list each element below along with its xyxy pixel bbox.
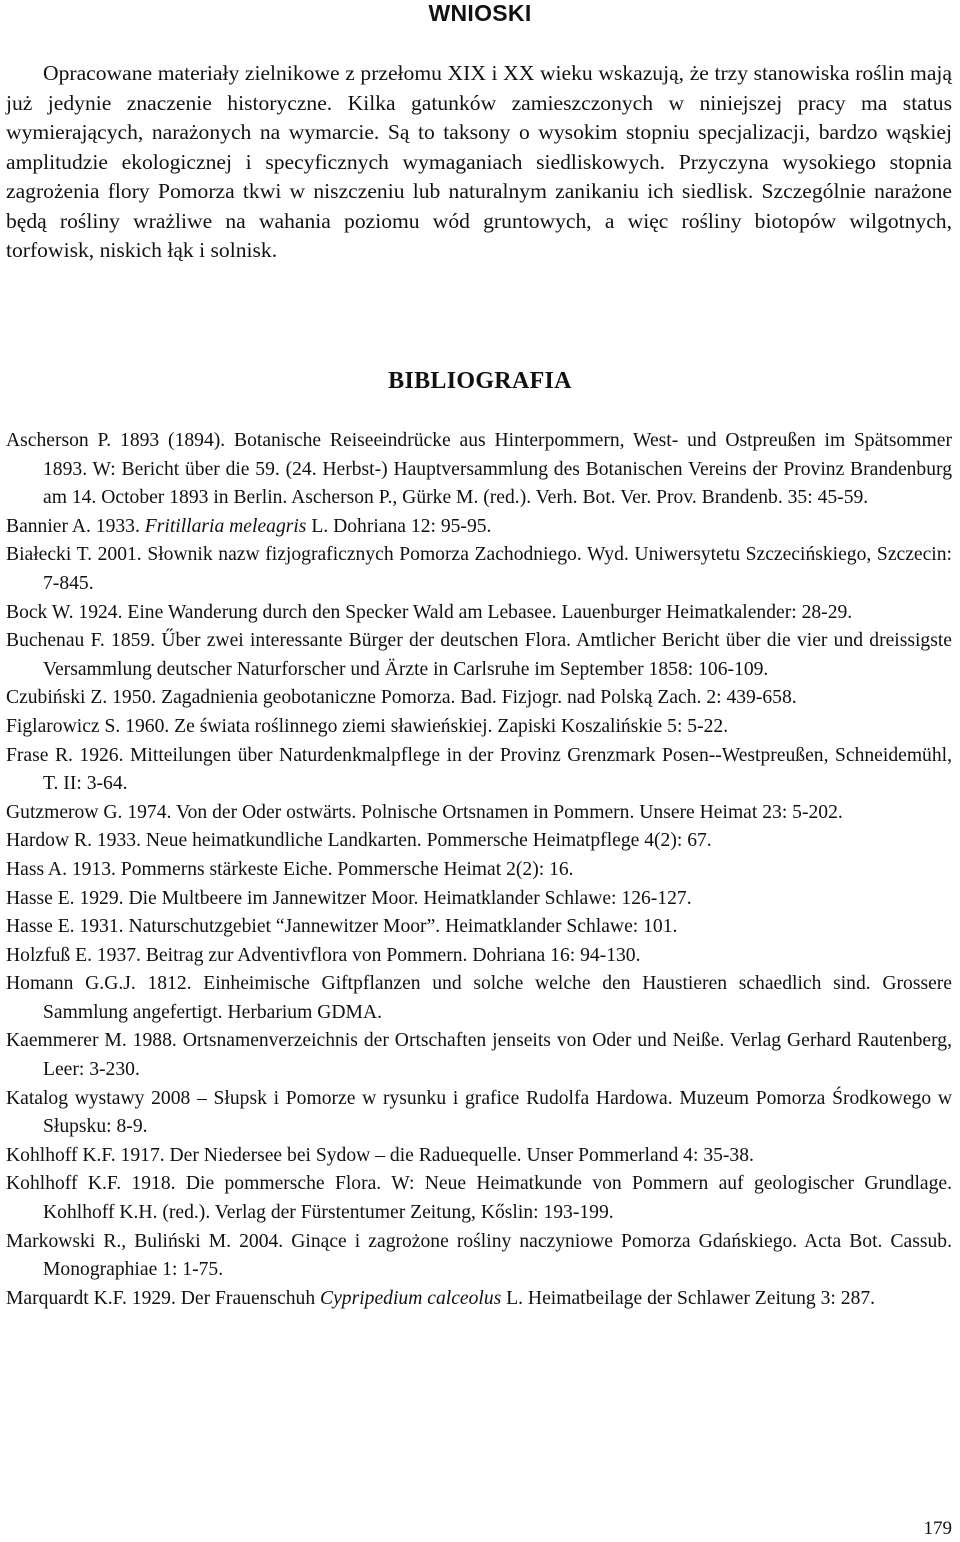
entry-text: Marquardt K.F. 1929. Der Frauenschuh [6, 1287, 321, 1309]
bibliography-entry-14 [6, 942, 952, 971]
bibliography-entry-15 [6, 970, 952, 1027]
section-heading-bibliography: BIBLIOGRAFIA [388, 368, 572, 394]
bibliography-entry-7 [6, 713, 952, 742]
bibliography-entry-17 [6, 1085, 952, 1142]
entry-text: Ascherson P. 1893 (1894). Botanische Reiseeindrücke aus Hinterpommern, West- und Ostpreußen im Spätsommer 1893. W: Bericht über die 59. (24. Herbst-) Hauptversammlung des Botanischen Vereins der Provinz Brandenburg am 14. October 1893 in Berlin. Ascherson P., Gürke M. (red.). Verh. Bot. Ver. Prov. Brandenb. 35: 45-59. [6, 430, 952, 509]
bibliography-entry-6 [6, 684, 952, 713]
entry-text: Figlarowicz S. 1960. Ze świata roślinnego ziemi sławieńskiej. Zapiski Koszalińskie 5: 5-22. [6, 715, 729, 737]
entry-text: Czubiński Z. 1950. Zagadnienia geobotaniczne Pomorza. Bad. Fizjogr. nad Polską Zach. 2: 439-658. [6, 687, 797, 709]
entry-text: Katalog wystawy 2008 – Słupsk i Pomorze w rysunku i grafice Rudolfa Hardowa. Muzeum Pomorza Środkowego w Słupsku: 8-9. [6, 1087, 952, 1138]
species-name: Cypripedium calceolus [320, 1287, 502, 1309]
bibliography-entry-1 [6, 427, 952, 513]
species-name: Fritillaria meleagris [144, 515, 307, 537]
entry-text: Bannier A. 1933. [6, 515, 145, 537]
entry-text: Hass A. 1913. Pommerns stärkeste Eiche. Pommersche Heimat 2(2): 16. [6, 858, 574, 880]
bibliography-entry-8 [6, 742, 952, 799]
entry-text: Homann G.G.J. 1812. Einheimische Giftpflanzen und solche welche den Haustieren schaedlich sind. Grossere Sammlung angefertigt. Herbarium GDMA. [6, 973, 952, 1023]
bibliography-entry-5 [6, 627, 952, 684]
entry-text-after: L. Heimatbeilage der Schlawer Zeitung 3: 287. [501, 1287, 876, 1309]
bibliography-entry-16 [6, 1027, 952, 1084]
bibliography-entry-11 [6, 856, 952, 885]
entry-text-after: L. Dohriana 12: 95-95. [306, 515, 492, 537]
entry-text: Białecki T. 2001. Słownik nazw fizjograficznych Pomorza Zachodniego. Wyd. Uniwersytetu Szczecińskiego, Szczecin: 7-845. [6, 544, 952, 594]
entry-text: Gutzmerow G. 1974. Von der Oder ostwärts. Polnische Ortsnamen in Pommern. Unsere Heimat 23: 5-202. [6, 801, 843, 823]
bibliography-entry-13 [6, 913, 952, 942]
bibliography-list [6, 427, 952, 1313]
conclusions-paragraph: Opracowane materiały zielnikowe z przełomu XIX i XX wieku wskazują, że trzy stanowiska roślin mają już jedynie znaczenie historyczne. Kilka gatunków zamieszczonych w niniejszej pracy ma status wymierających, narażonych na wymarcie. Są to taksony o wysokim stopniu specjalizacji, bardzo wąskiej amplitudzie ekologicznej i specyficznych wymaganiach siedliskowych. Przyczyna wysokiego stopnia zagrożenia flory Pomorza tkwi w niszczeniu lub naturalnym zanikaniu ich siedlisk. Szczególnie narażone będą rośliny wrażliwe na wahania poziomu wód gruntowych, a więc rośliny biotopów wilgotnych, torfowisk, niskich łąk i solnisk. [6, 61, 952, 262]
section-heading-conclusions: WNIOSKI [428, 0, 532, 26]
bibliography-entry-2 [6, 513, 952, 542]
entry-text: Hasse E. 1931. Naturschutzgebiet “Jannewitzer Moor”. Heimatklander Schlawe: 101. [6, 916, 678, 938]
entry-text: Kaemmerer M. 1988. Ortsnamenverzeichnis der Ortschaften jenseits von Oder und Neiße. Verlag Gerhard Rautenberg, Leer: 3-230. [6, 1030, 952, 1081]
bibliography-entry-12 [6, 885, 952, 914]
entry-text: Kohlhoff K.F. 1918. Die pommersche Flora. W: Neue Heimatkunde von Pommern auf geologischer Grundlage. Kohlhoff K.H. (red.). Verlag der Fürstentumer Zeitung, Kőslin: 193-199. [6, 1173, 952, 1224]
bibliography-entry-4 [6, 599, 952, 628]
bibliography-entry-18 [6, 1142, 952, 1171]
page-number: 179 [923, 1518, 952, 1539]
bibliography-entry-20 [6, 1228, 952, 1285]
entry-text: Kohlhoff K.F. 1917. Der Niedersee bei Sydow – die Raduequelle. Unser Pommerland 4: 35-38. [6, 1144, 754, 1166]
bibliography-entry-3 [6, 541, 952, 598]
bibliography-entry-19 [6, 1170, 952, 1227]
entry-text: Hasse E. 1929. Die Multbeere im Jannewitzer Moor. Heimatklander Schlawe: 126-127. [6, 887, 692, 909]
entry-text: Markowski R., Buliński M. 2004. Ginące i zagrożone rośliny naczyniowe Pomorza Gdańskiego. Acta Bot. Cassub. Monographiae 1: 1-75. [6, 1230, 952, 1281]
bibliography-entry-10 [6, 827, 952, 856]
entry-text: Hardow R. 1933. Neue heimatkundliche Landkarten. Pommersche Heimatpflege 4(2): 67. [6, 830, 712, 852]
entry-text: Frase R. 1926. Mitteilungen über Naturdenkmalpflege in der Provinz Grenzmark Posen--Westpreußen, Schneidemühl, T. II: 3-64. [6, 744, 952, 795]
bibliography-entry-21 [6, 1285, 952, 1314]
bibliography-entry-9 [6, 799, 952, 828]
entry-text: Buchenau F. 1859. Űber zwei interessante Bürger der deutschen Flora. Amtlicher Bericht über die vier und dreissigste Versammlung deutscher Naturforscher und Ärzte in Carlsruhe im September 1858: 106-109. [6, 630, 952, 680]
entry-text: Holzfuß E. 1937. Beitrag zur Adventivflora von Pommern. Dohriana 16: 94-130. [6, 944, 641, 966]
entry-text: Bock W. 1924. Eine Wanderung durch den Specker Wald am Lebasee. Lauenburger Heimatkalender: 28-29. [6, 601, 853, 623]
